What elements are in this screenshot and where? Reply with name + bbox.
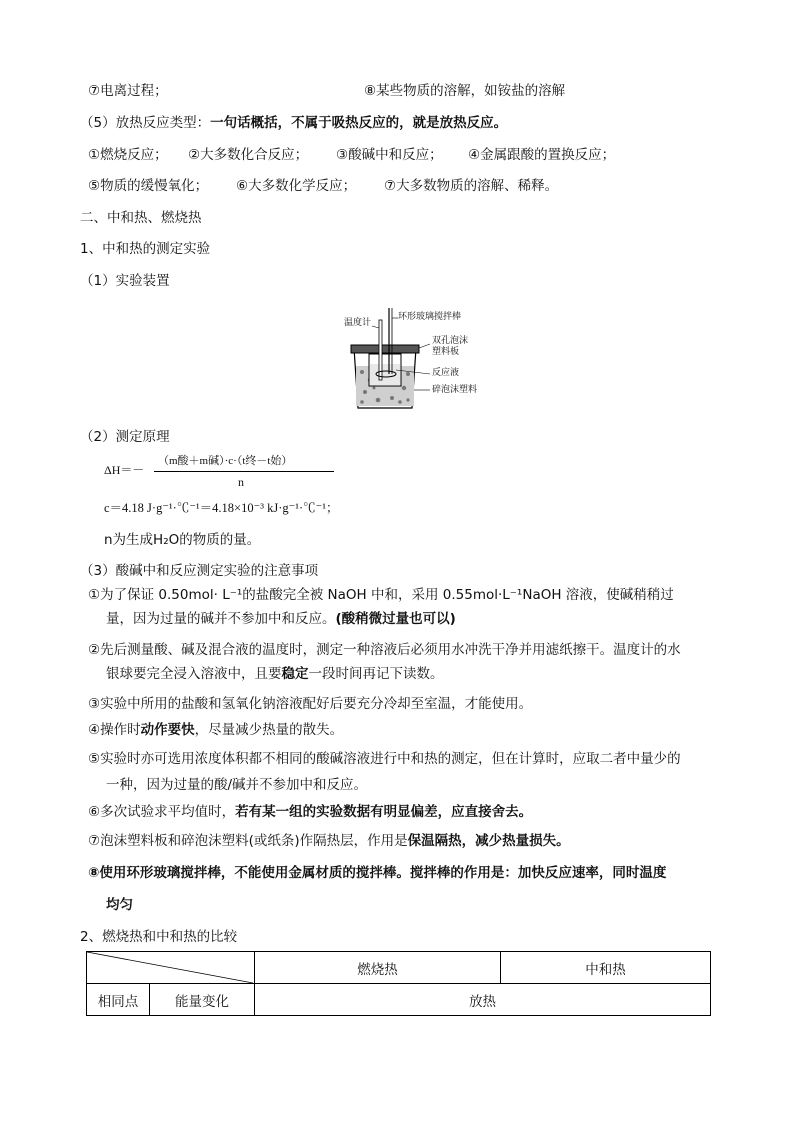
note-2-line-2 [106,665,444,683]
board-label-1: 双孔泡沫 [432,336,469,346]
note-text: 银球要完全浸入溶液中，且要 [106,666,282,682]
list-item: ⑦大多数物质的溶解、稀释。 [384,178,559,194]
table-row [87,984,711,1016]
section-title: 二、中和热、燃烧热 [80,210,202,226]
note-1-line-1: ①为了保证 0.50mol· L⁻¹的盐酸完全被 NaOH 中和，采用 0.55mol·L⁻¹NaOH 溶液，使碱稍稍过 [88,587,674,603]
header-neutralization-heat: 中和热 [501,952,711,984]
list-item: ⑤物质的缓慢氧化； [88,178,209,194]
liquid-label: 反应液 [432,368,460,378]
specific-heat: c＝4.18 J·g⁻¹·℃⁻¹＝4.18×10⁻³ kJ·g⁻¹·℃⁻¹； [104,501,339,515]
comparison-table [86,951,711,1016]
n-definition: n为生成H₂O的物质的量。 [104,532,261,548]
exothermic-list-1 [88,146,615,164]
list-item: ④金属跟酸的置换反应； [468,147,616,163]
note-5-line-2: 一种，因为过量的酸/碱并不参加中和反应。 [106,777,368,793]
note-text: ⑦泡沫塑料板和碎泡沫塑料(或纸条)作隔热层，作用是 [88,833,408,849]
stirrer-label: 环形玻璃搅拌棒 [398,312,462,322]
note-text: ④操作时 [88,722,141,738]
diagonal-header-cell [87,952,255,984]
calorimeter-diagram [334,308,484,412]
subsection-title: 2、燃烧热和中和热的比较 [80,929,238,945]
table-header-row [87,952,711,984]
note-3: ③实验中所用的盐酸和氢氧化钠溶液配好后要充分冷却至室温，才能使用。 [88,696,533,712]
thermometer-label: 温度计 [344,318,372,328]
note-text: ⑥多次试验求平均值时， [88,804,236,820]
note-text: ，尽量减少热量的散失。 [194,722,344,738]
note-text: 量，因为过量的碱并不参加中和反应。 [106,611,336,627]
row-item-label: 能量变化 [150,984,255,1016]
list-item: ③酸碱中和反应； [336,147,443,163]
exothermic-types-label: （5）放热反应类型： [80,115,211,131]
note-5-line-1: ⑤实验时亦可选用浓度体积都不相同的酸碱溶液进行中和热的测定，但在计算时，应取二者中量少的 [88,751,681,767]
note-2-line-1: ②先后测量酸、碱及混合液的温度时，测定一种溶液后必须用水冲洗干净并用滤纸擦干。温度计的水 [88,642,681,658]
note-emphasis: 稳定 [281,666,309,682]
row-value: 放热 [255,984,711,1016]
note-emphasis: 动作要快 [140,722,195,738]
note-text: 一段时间再记下读数。 [308,666,444,682]
note-emphasis: 若有某一组的实验数据有明显偏差，应直接舍去。 [235,804,533,820]
fraction-bar [154,471,334,472]
exothermic-types-heading [80,114,507,132]
formula-numerator: （m酸＋m碱）·c·（t终－t始） [158,455,293,467]
note-emphasis: (酸稍微过量也可以) [335,611,456,627]
note-8-line-2: 均匀 [106,897,133,913]
subsection-heading: （2）测定原理 [80,429,170,445]
subsection-heading: （3）酸碱中和反应测定实验的注意事项 [80,563,319,579]
note-8-line-1: ⑧使用环形玻璃搅拌棒，不能使用金属材质的搅拌棒。搅拌棒的作用是：加快反应速率，同时温度 [88,865,667,881]
formula-denominator: n [238,475,244,489]
formula-lhs: ΔH＝－ [104,463,145,477]
list-item: ②大多数化合反应； [188,147,309,163]
header-combustion-heat: 燃烧热 [255,952,501,984]
item-ionization: ⑦电离过程； [88,83,168,99]
note-1-line-2 [106,610,456,628]
subsection-heading: （1）实验装置 [80,273,170,289]
note-7 [88,832,570,850]
row-group-label: 相同点 [87,984,150,1016]
item-dissolution: ⑧某些物质的溶解，如铵盐的溶解 [364,83,566,99]
exothermic-list-2 [88,177,558,195]
note-emphasis: 保温隔热，减少热量损失。 [407,833,570,849]
list-item: ⑥大多数化学反应； [236,178,357,194]
board-label-2: 塑料板 [432,347,460,357]
note-4 [88,721,343,739]
subsection-title: 1、中和热的测定实验 [80,241,211,257]
diagonal-line [87,952,253,983]
list-item: ①燃烧反应； [88,147,168,163]
exothermic-summary: 一句话概括，不属于吸热反应的，就是放热反应。 [210,115,508,131]
foam-label: 碎泡沫塑料 [432,385,478,395]
note-6 [88,803,532,821]
